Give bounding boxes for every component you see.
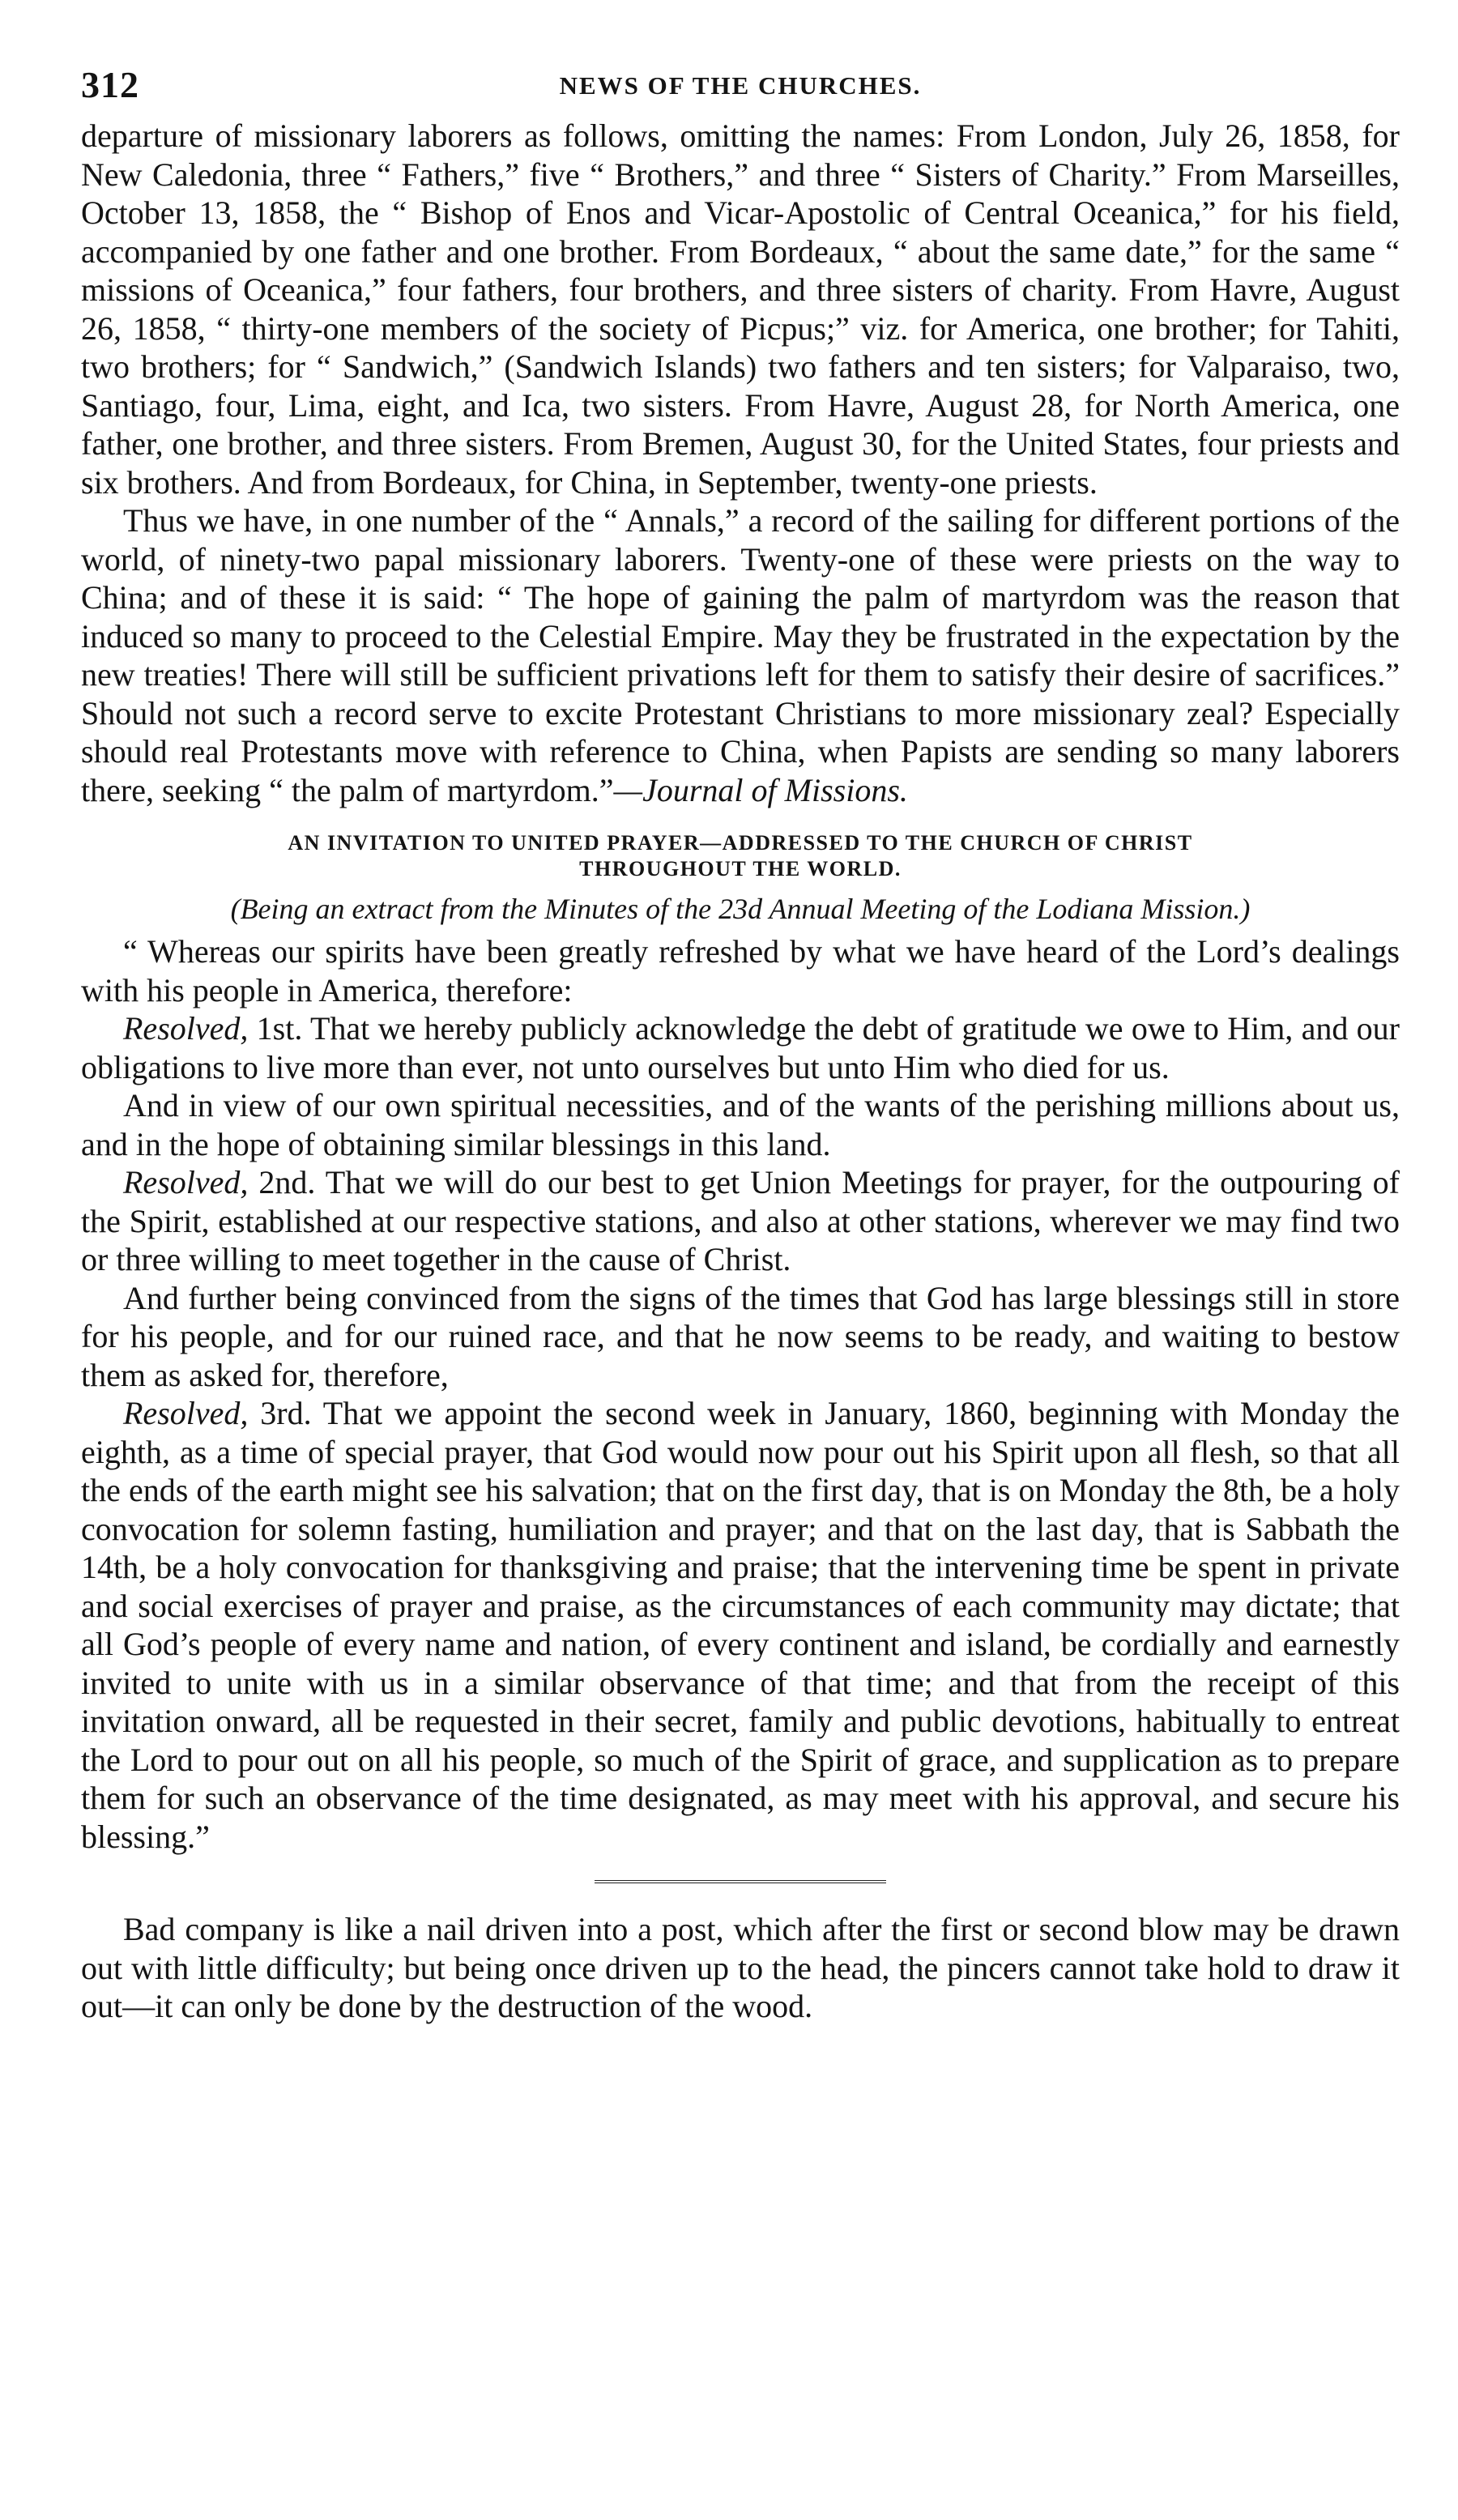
paragraph: departure of missionary laborers as follows, omitting the names: From London, July 26, 1858, for New Caledonia, three “ Fathers,” five “ Brothers,” and three “ Sisters of Charity.” From Marseilles, October 13, 1858, the “ Bishop of Enos and Vicar-Apostolic of Central Oceanica,” for his field, accompanied by one father and one brother. From Bordeaux, “ about the same date,” for the same “ missions of Oceanica,” four fathers, four brothers, and three sisters of charity. From Havre, August 26, 1858, “ thirty-one members of the society of Picpus;” viz. for America, one brother; for Tahiti, two brothers; for “ Sandwich,” (Sandwich Islands) two fathers and ten sisters; for Valparaiso, two, Santiago, four, Lima, eight, and Ica, two sisters. From Havre, August 28, for North America, one father, one brother, and three sisters. From Bremen, August 30, for the United States, four priests and six brothers. And from Bordeaux, for China, in September, twenty-one priests.: [81, 117, 1400, 501]
resolved-label: Resolved,: [123, 1395, 249, 1431]
paragraph-text: Thus we have, in one number of the “ Annals,” a record of the sailing for different portions of the world, of ninety-two papal missionary laborers. Twenty-one of these were priests on the way to China; and of these it is said: “ The hope of gaining the palm of martyrdom was the reason that induced so many to proceed to the Celestial Empire. May they be frustrated in the expectation by the new treaties! There will still be sufficient privations left for them to satisfy their desire of sacrifices.” Should not such a record serve to excite Protestant Christians to more missionary zeal? Especially should real Protestants move with reference to China, when Papists are sending so many laborers there, seeking “ the palm of martyrdom.”: [81, 502, 1400, 808]
source-note: (Being an extract from the Minutes of the 23d Annual Meeting of the Lodiana Mission.): [230, 893, 1251, 925]
page-number: 312: [81, 64, 139, 105]
paragraph: “ Whereas our spirits have been greatly refreshed by what we have heard of the Lord’s dealings with his people in America, therefore:: [81, 933, 1400, 1008]
invitation-section: [81, 932, 1400, 1856]
closing-section: [81, 1910, 1400, 2026]
resolution-text: 1st. That we hereby publicly acknowledge the debt of gratitude we owe to Him, and our obligations to live more than ever, not unto ourselves but unto Him who died for us.: [81, 1010, 1400, 1085]
paragraph: [81, 501, 1400, 809]
section-heading: [81, 830, 1400, 882]
heading-line: THROUGHOUT THE WORLD.: [579, 857, 902, 881]
missionary-report-section: [81, 117, 1400, 809]
running-head: [81, 63, 1400, 117]
paragraph: Bad company is like a nail driven into a post, which after the first or second blow may be drawn out with little difficulty; but being once driven up to the head, the pincers cannot take hold to draw it out—it can only be done by the destruction of the wood.: [81, 1911, 1400, 2024]
resolution-3: [81, 1394, 1400, 1856]
resolution-2: [81, 1163, 1400, 1279]
resolution-text: 3rd. That we appoint the second week in January, 1860, beginning with Monday the eighth, as a time of special prayer, that God would now pour out his Spirit upon all flesh, so that all the ends of the earth might see his salvation; that on the first day, that is on Monday the 8th, be a holy convocation for solemn fasting, humiliation and prayer; and that on the last day, that is Sabbath the 14th, be a holy convocation for thanksgiving and praise; that the intervening time be spent in private and social exercises of prayer and praise, as the circumstances of each community may dictate; that all God’s people of every name and nation, of every continent and island, be cordially and earnestly invited to unite with us in a similar observance of that time; and that from the receipt of this invitation onward, all be requested in their secret, family and public devotions, habitually to entreat the Lord to pour out on all his people, so much of the Spirit of grace, and supplication as to prepare them for such an observance of the time designated, as may meet with his approval, and secure his blessing.”: [81, 1395, 1400, 1855]
running-title: NEWS OF THE CHURCHES.: [559, 71, 922, 100]
resolved-label: Resolved,: [123, 1164, 249, 1200]
section-divider: [595, 1880, 886, 1886]
resolved-label: Resolved,: [123, 1010, 249, 1047]
resolution-1: [81, 1009, 1400, 1086]
source-citation: —Journal of Missions.: [613, 771, 908, 808]
heading-line: AN INVITATION TO UNITED PRAYER—ADDRESSED TO THE CHURCH OF CHRIST: [288, 831, 1193, 855]
paragraph: And in view of our own spiritual necessities, and of the wants of the perishing millions about us, and in the hope of obtaining similar blessings in this land.: [81, 1087, 1400, 1162]
resolution-text: 2nd. That we will do our best to get Union Meetings for prayer, for the outpouring of the Spirit, established at our respective stations, and also at other stations, wherever we may find two or three willing to meet together in the cause of Christ.: [81, 1164, 1400, 1277]
paragraph: And further being convinced from the signs of the times that God has large blessings still in store for his people, and for our ruined race, and that he now seems to be ready, and waiting to bestow them as asked for, therefore,: [81, 1279, 1400, 1393]
